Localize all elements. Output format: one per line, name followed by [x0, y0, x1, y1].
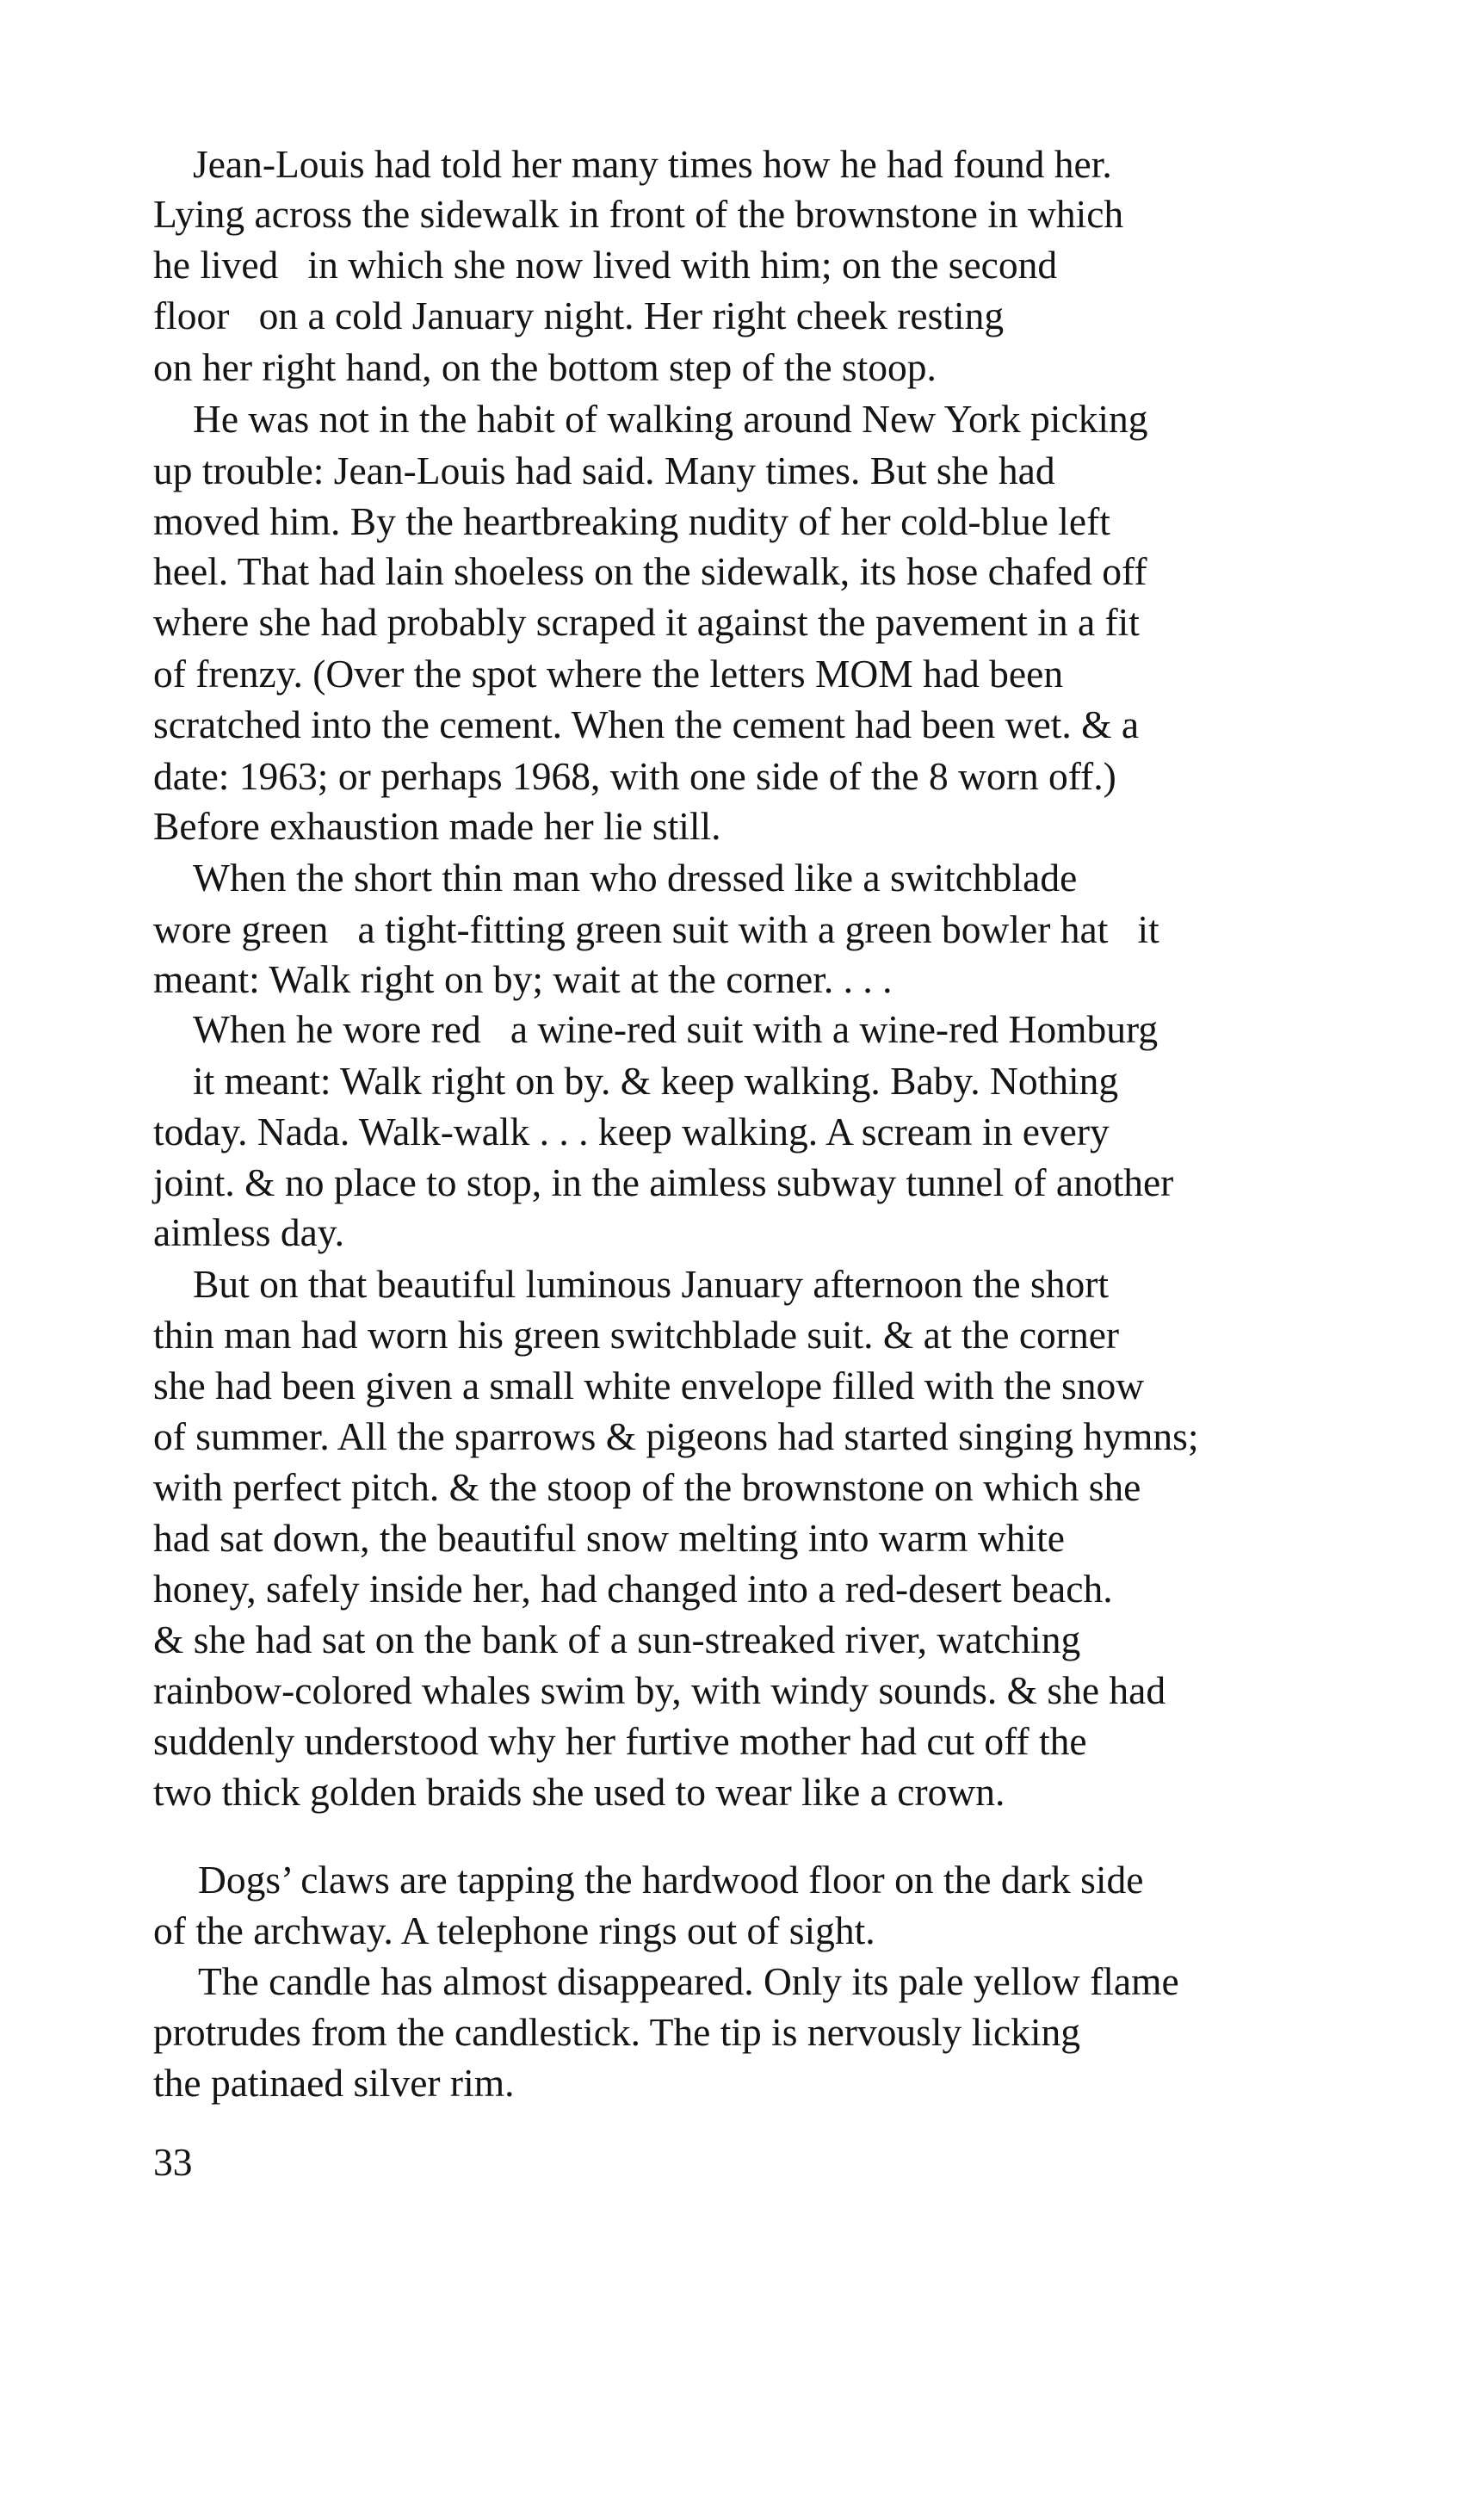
- text-line: Lying across the sidewalk in front of the brownstone in which: [153, 192, 1124, 236]
- text-line: Jean-Louis had told her many times how he had found her.: [193, 142, 1112, 186]
- text-line: wore green a tight-fitting green suit with a green bowler hat it: [153, 907, 1159, 951]
- text-line: He was not in the habit of walking around New York picking: [193, 397, 1148, 441]
- text-line: on her right hand, on the bottom step of the stoop.: [153, 345, 937, 389]
- text-line: with perfect pitch. & the stoop of the brownstone on which she: [153, 1465, 1141, 1509]
- text-line: When the short thin man who dressed like a switchblade: [193, 856, 1078, 900]
- text-line: thin man had worn his green switchblade suit. & at the corner: [153, 1313, 1120, 1357]
- page-number: 33: [153, 2140, 193, 2184]
- text-line: joint. & no place to stop, in the aimless subway tunnel of another: [153, 1160, 1174, 1204]
- text-line: aimless day.: [153, 1210, 344, 1254]
- text-line: of frenzy. (Over the spot where the letters MOM had been: [153, 652, 1064, 696]
- text-line: suddenly understood why her furtive mother had cut off the: [153, 1719, 1087, 1763]
- text-line: it meant: Walk right on by. & keep walking. Baby. Nothing: [193, 1059, 1119, 1103]
- text-line: today. Nada. Walk-walk . . . keep walking. A scream in every: [153, 1110, 1110, 1154]
- text-line: of the archway. A telephone rings out of sight.: [153, 1908, 875, 1952]
- text-line: up trouble: Jean-Louis had said. Many times. But she had: [153, 448, 1055, 492]
- text-line: the patinaed silver rim.: [153, 2061, 515, 2105]
- text-line: floor on a cold January night. Her right cheek resting: [153, 294, 1005, 337]
- text-line: of summer. All the sparrows & pigeons had started singing hymns;: [153, 1414, 1199, 1458]
- text-line: heel. That had lain shoeless on the sidewalk, its hose chafed off: [153, 549, 1147, 593]
- text-line: moved him. By the heartbreaking nudity of her cold-blue left: [153, 499, 1110, 543]
- text-line: protrudes from the candlestick. The tip is nervously licking: [153, 2010, 1081, 2054]
- text-line: When he wore red a wine-red suit with a wine-red Homburg: [193, 1007, 1159, 1051]
- text-line: meant: Walk right on by; wait at the corner. . . .: [153, 957, 893, 1001]
- text-line: rainbow-colored whales swim by, with windy sounds. & she had: [153, 1668, 1166, 1712]
- text-line: The candle has almost disappeared. Only its pale yellow flame: [198, 1959, 1179, 2003]
- text-line: he lived in which she now lived with him; on the second: [153, 243, 1058, 287]
- text-line: & she had sat on the bank of a sun-streaked river, watching: [153, 1617, 1081, 1661]
- text-line: Before exhaustion made her lie still.: [153, 804, 721, 848]
- text-line: where she had probably scraped it against the pavement in a fit: [153, 600, 1140, 644]
- text-line: two thick golden braids she used to wear like a crown.: [153, 1770, 1005, 1814]
- text-line: date: 1963; or perhaps 1968, with one side of the 8 worn off.): [153, 754, 1116, 798]
- text-line: honey, safely inside her, had changed into a red-desert beach.: [153, 1567, 1113, 1611]
- text-line: she had been given a small white envelope filled with the snow: [153, 1364, 1145, 1407]
- text-line: had sat down, the beautiful snow melting into warm white: [153, 1516, 1065, 1560]
- text-line: Dogs’ claws are tapping the hardwood floor on the dark side: [198, 1858, 1144, 1902]
- text-line: But on that beautiful luminous January afternoon the short: [193, 1262, 1109, 1306]
- text-line: scratched into the cement. When the cement had been wet. & a: [153, 702, 1140, 746]
